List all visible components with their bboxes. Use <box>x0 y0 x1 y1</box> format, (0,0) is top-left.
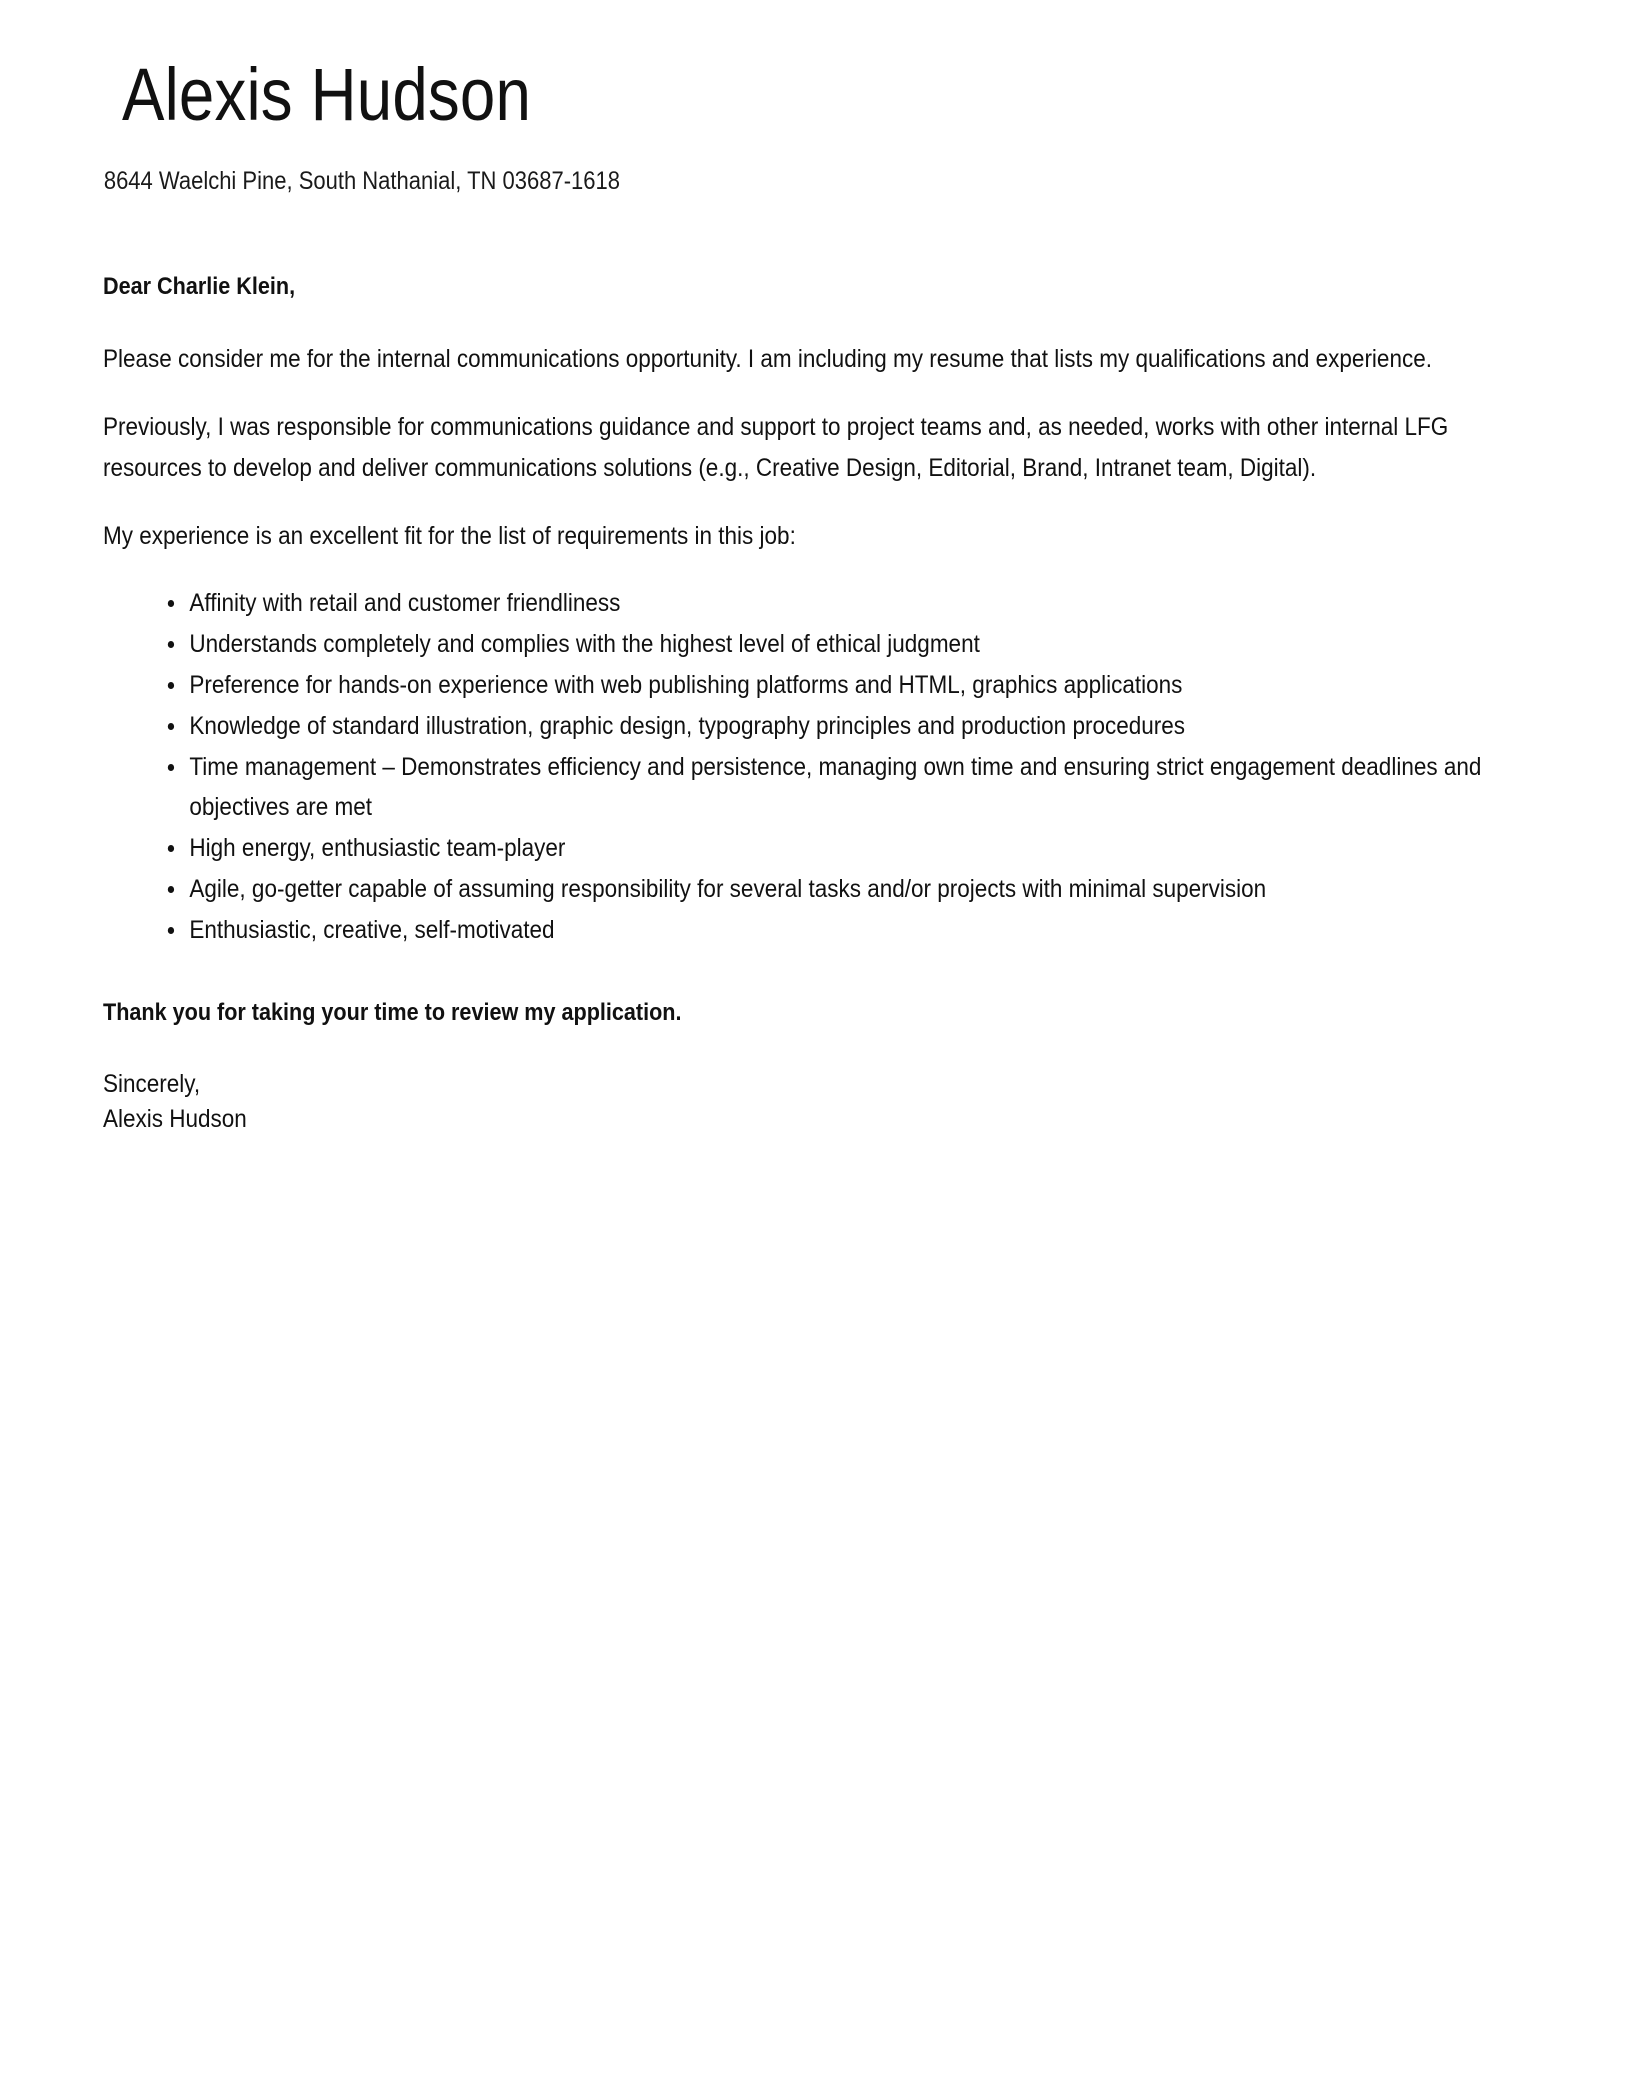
list-item: Affinity with retail and customer friendliness <box>159 583 1542 623</box>
signature-block <box>103 1067 1349 1138</box>
paragraph-experience: Previously, I was responsible for communications guidance and support to project teams and, as needed, works with other internal LFG resources to develop and deliver communications solutions (e.g., Creative Design, Editorial, Brand, Intranet team, Digital). <box>103 413 1449 482</box>
page-title: Alexis Hudson <box>122 53 532 136</box>
list-item: Preference for hands-on experience with web publishing platforms and HTML, graphics applications <box>159 665 1542 705</box>
header-block <box>0 0 1632 136</box>
list-item: Knowledge of standard illustration, graphic design, typography principles and production procedures <box>159 706 1542 746</box>
letter-body <box>0 270 1632 1138</box>
list-item: High energy, enthusiastic team-player <box>159 828 1542 868</box>
sign-off-line: Sincerely, <box>103 1069 201 1098</box>
address-line: 8644 Waelchi Pine, South Nathanial, TN 03687-1618 <box>103 167 620 195</box>
list-item: Agile, go-getter capable of assuming responsibility for several tasks and/or projects with minimal supervision <box>159 869 1542 909</box>
list-item: Enthusiastic, creative, self-motivated <box>159 910 1542 950</box>
paragraph-requirements-lead: My experience is an excellent fit for the list of requirements in this job: <box>103 522 796 551</box>
requirements-list <box>103 583 1541 950</box>
signature-name: Alexis Hudson <box>103 1105 247 1134</box>
closing-thanks: Thank you for taking your time to review my application. <box>103 998 682 1026</box>
list-item: Time management – Demonstrates efficiency and persistence, managing own time and ensuring strict engagement deadlines and objectives are met <box>159 747 1542 827</box>
paragraph-intro: Please consider me for the internal communications opportunity. I am including my resume that lists my qualifications and experience. <box>103 344 1432 373</box>
salutation: Dear Charlie Klein, <box>103 273 296 300</box>
list-item: Understands completely and complies with the highest level of ethical judgment <box>159 624 1542 664</box>
